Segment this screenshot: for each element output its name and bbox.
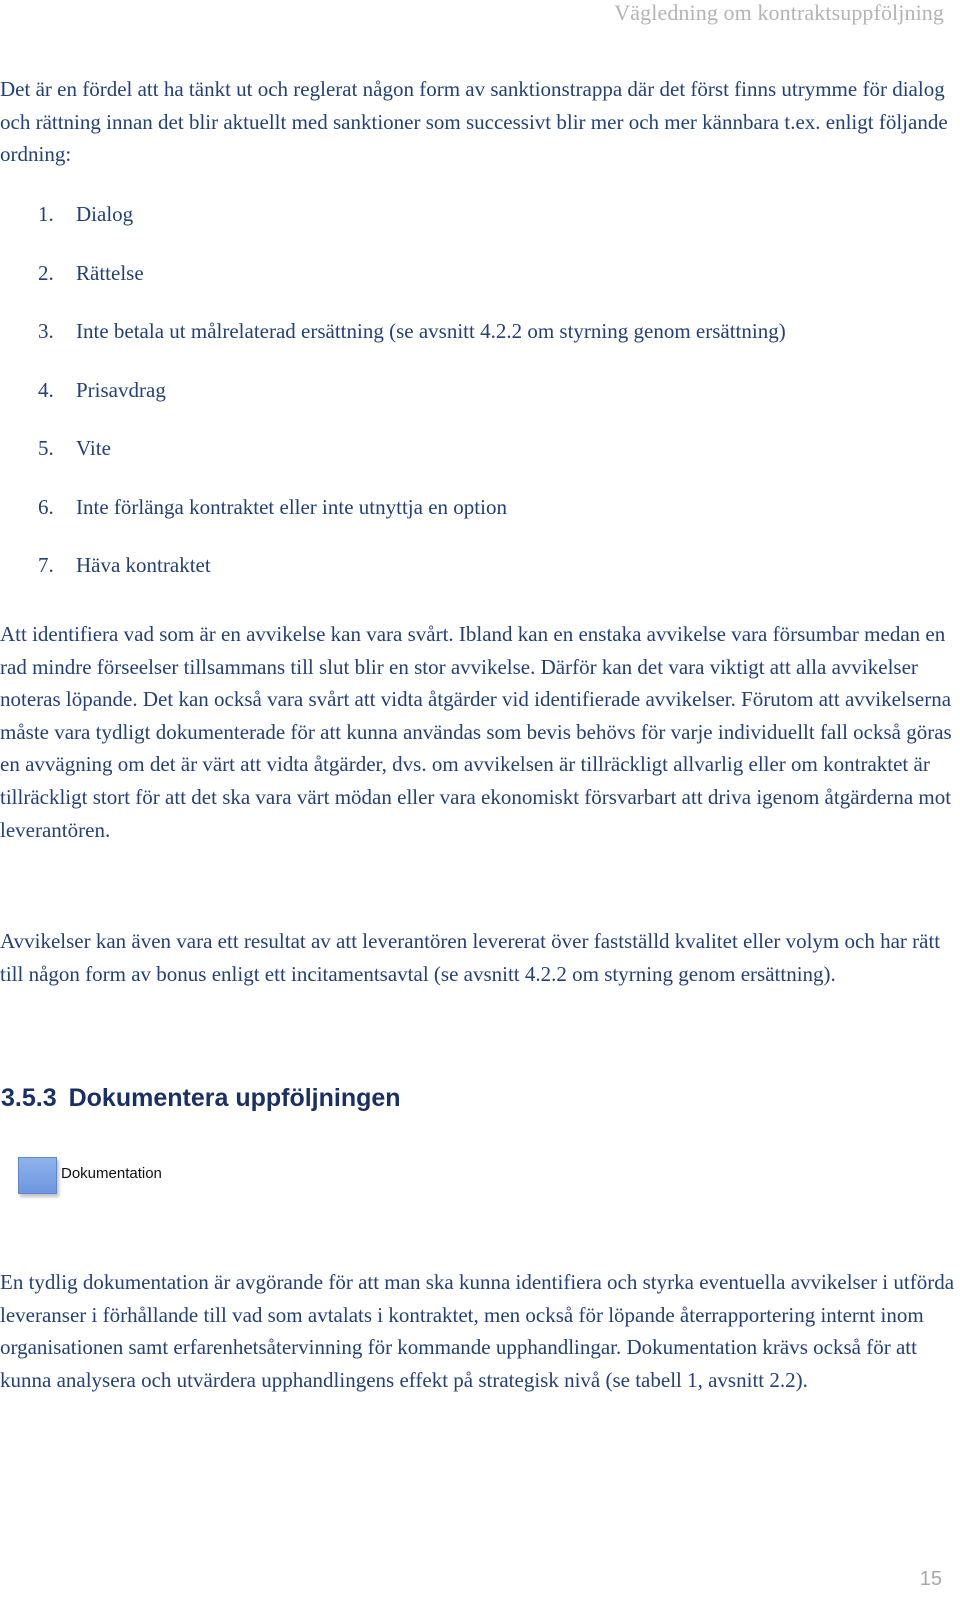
list-item <box>38 432 786 491</box>
list-item-number: 5. <box>38 436 54 460</box>
list-item-text: Dialog <box>76 202 134 226</box>
list-item-text: Häva kontraktet <box>76 553 211 577</box>
running-header: Vägledning om kontraktsuppföljning <box>614 0 944 25</box>
section-title: Dokumentera uppföljningen <box>68 1084 401 1112</box>
process-box-label: Dokumentation <box>61 1165 162 1182</box>
sanction-steps-list <box>38 198 786 608</box>
documentation-paragraph: En tydlig dokumentation är avgörande för att man ska kunna identifiera och styrka eventuella avvikelser i utförda leveranser i förhållande till vad som avtalats i kontraktet, men också för löpande återrapportering internt inom organisationen samt erfarenhetsåtervinning för kommande upphandlingar. Dokumentation krävs också för att kunna analysera och utvärdera upphandlingens effekt på strategisk nivå (se tabell 1, avsnitt 2.2). <box>0 1270 955 1392</box>
list-item-number: 6. <box>38 494 54 519</box>
list-item-number: 4. <box>38 377 54 402</box>
section-heading <box>1 1084 401 1113</box>
list-item <box>38 491 786 550</box>
list-item-number: 3. <box>38 319 54 343</box>
list-item-text: Prisavdrag <box>76 377 166 402</box>
list-item-text: Inte betala ut målrelaterad ersättning (se avsnitt 4.2.2 om styrning genom ersättning) <box>76 319 786 343</box>
list-item-number: 7. <box>38 553 54 577</box>
list-item <box>38 315 786 374</box>
list-item <box>38 549 786 608</box>
list-item <box>38 374 786 433</box>
list-item-text: Rättelse <box>76 260 144 285</box>
list-item <box>38 198 786 257</box>
deviation-paragraph: Att identifiera vad som är en avvikelse kan vara svårt. Ibland kan en enstaka avvikelse vara försumbar medan en rad mindre förseelser tillsammans till slut blir en stor avvikelse. Därför kan det vara viktigt att alla avvikelser noteras löpande. Det kan också vara svårt att vidta åtgärder vid identifierade avvikelser. Förutom att avvikelserna måste vara tydligt dokumenterade för att kunna användas som bevis behövs för varje individuellt fall också göras en avvägning om det är värt att vidta åtgärder, dvs. om avvikelsen är tillräckligt allvarlig eller om kontraktet är tillräckligt stort för att det ska vara värt mödan eller vara ekonomiskt försvarbart att driva igenom åtgärderna mot leverantören. <box>0 622 952 842</box>
bonus-paragraph: Avvikelser kan även vara ett resultat av att leverantören levererat över fastställd kvalitet eller volym och har rätt till någon form av bonus enligt ett incitamentsavtal (se avsnitt 4.2.2 om styrning genom ersättning). <box>0 929 941 986</box>
process-box <box>18 1157 162 1194</box>
section-number: 3.5.3 <box>1 1084 57 1112</box>
list-item <box>38 257 786 316</box>
list-item-text: Vite <box>76 436 111 460</box>
process-square-icon <box>18 1157 57 1194</box>
page-number: 15 <box>919 1568 942 1590</box>
list-item-number: 2. <box>38 260 54 285</box>
intro-paragraph: Det är en fördel att ha tänkt ut och reglerat någon form av sanktionstrappa där det först finns utrymme för dialog och rättning innan det blir aktuellt med sanktioner som successivt blir mer och mer kännbara t.ex. enligt följande ordning: <box>0 77 948 167</box>
list-item-text: Inte förlänga kontraktet eller inte utnyttja en option <box>76 494 507 519</box>
list-item-number: 1. <box>38 202 54 226</box>
